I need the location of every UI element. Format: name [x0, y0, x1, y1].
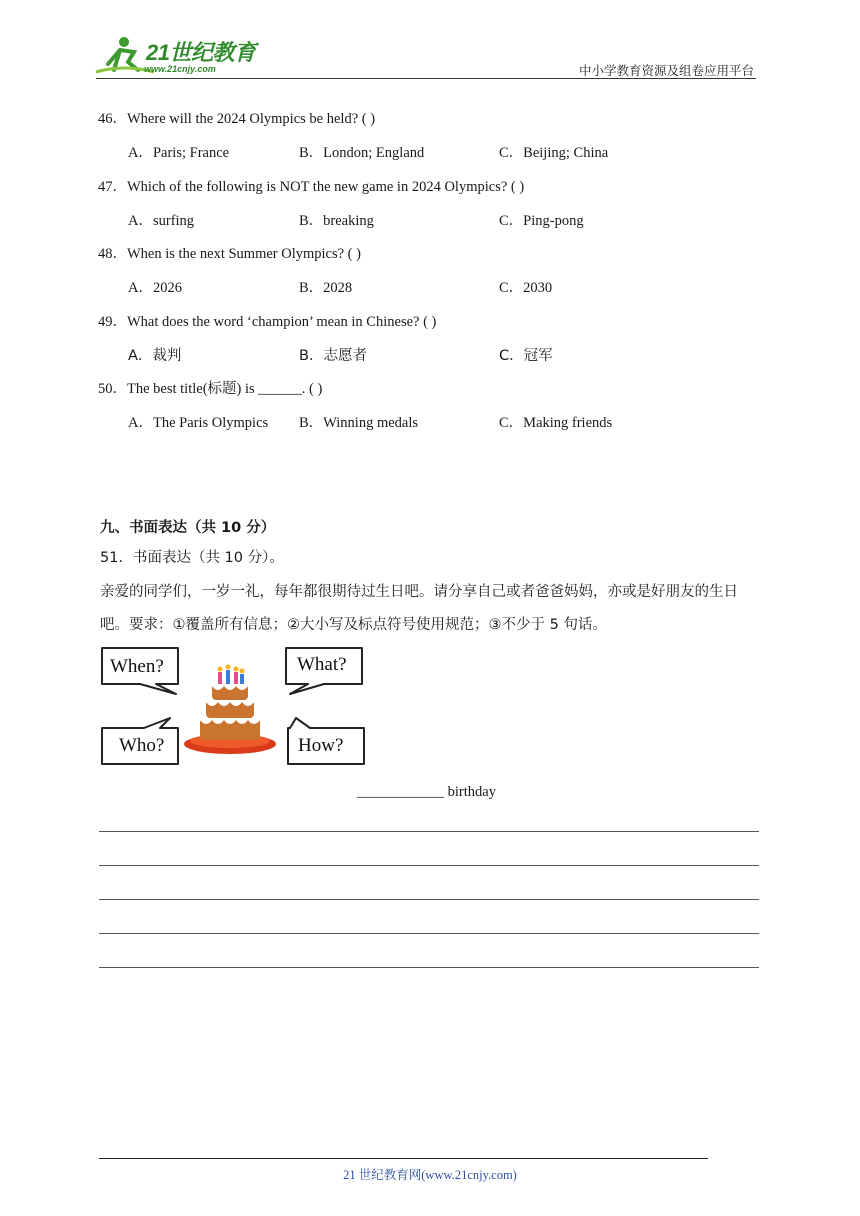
- question-50: [98, 377, 322, 398]
- writing-line[interactable]: [99, 933, 759, 934]
- option-a: A．裁判: [128, 348, 182, 364]
- essay-title-blank[interactable]: ____________ birthday: [357, 784, 496, 800]
- question-number: 50．: [98, 381, 127, 397]
- question-text: Where will the 2024 Olympics be held? ( ): [127, 111, 376, 127]
- writing-prompt-line-2: 吧。要求：①覆盖所有信息；②大小写及标点符号使用规范；③不少于 5 句话。: [100, 617, 607, 633]
- option-b: B．breaking: [299, 213, 374, 229]
- bubble-what-label: What?: [297, 654, 347, 675]
- option-c: C．Ping-pong: [499, 213, 584, 229]
- option-b: B．Winning medals: [299, 415, 419, 431]
- option-a: A．Paris; France: [128, 145, 230, 161]
- question-text: Which of the following is NOT the new game in 2024 Olympics? ( ): [127, 179, 525, 195]
- writing-line[interactable]: [99, 831, 759, 832]
- question-46: [98, 107, 375, 128]
- question-text: The best title(标题) is ______. ( ): [127, 381, 323, 397]
- option-c: C．冠军: [499, 348, 553, 364]
- question-47: [98, 175, 524, 196]
- option-c: C．Beijing; China: [499, 145, 609, 161]
- question-48: [98, 242, 361, 263]
- question-49: [98, 310, 436, 331]
- option-a: A．The Paris Olympics: [128, 415, 269, 431]
- question-51-title: 51．书面表达（共 10 分）。: [100, 550, 284, 566]
- question-text: When is the next Summer Olympics? ( ): [127, 246, 361, 262]
- footer-divider: [99, 1158, 708, 1159]
- section-title: 九、书面表达（共 10 分）: [100, 520, 276, 536]
- writing-prompt-line-1: 亲爱的同学们，一岁一礼，每年都很期待过生日吧。请分享自己或者爸爸妈妈，亦或是好朋友的生日: [100, 584, 738, 600]
- bubble-who-label: Who?: [119, 735, 165, 756]
- writing-line[interactable]: [99, 967, 759, 968]
- bubble-when-label: When?: [110, 656, 164, 677]
- option-b: B．London; England: [299, 145, 425, 161]
- header-platform-text: 中小学教育资源及组卷应用平台: [578, 64, 754, 78]
- option-c: C．2030: [499, 280, 553, 296]
- writing-line[interactable]: [99, 865, 759, 866]
- option-b: B．2028: [299, 280, 353, 296]
- option-c: C．Making friends: [499, 415, 613, 431]
- footer-text: 21 世纪教育网(www.21cnjy.com): [343, 1168, 517, 1182]
- option-a: A．2026: [128, 280, 182, 296]
- option-a: A．surfing: [128, 213, 195, 229]
- question-number: 48．: [98, 246, 127, 262]
- question-text: What does the word ‘champion’ mean in Chinese? ( ): [127, 314, 437, 330]
- writing-line[interactable]: [99, 899, 759, 900]
- header-divider: [96, 78, 756, 79]
- question-number: 46．: [98, 111, 127, 127]
- question-number: 49．: [98, 314, 127, 330]
- option-b: B．志愿者: [299, 348, 367, 364]
- birthday-cake-icon: [182, 664, 278, 756]
- question-number: 47．: [98, 179, 127, 195]
- bubble-how-label: How?: [298, 735, 344, 756]
- logo-url: www.21cnjy.com: [144, 64, 216, 74]
- logo-text: 21世纪教育: [146, 40, 256, 65]
